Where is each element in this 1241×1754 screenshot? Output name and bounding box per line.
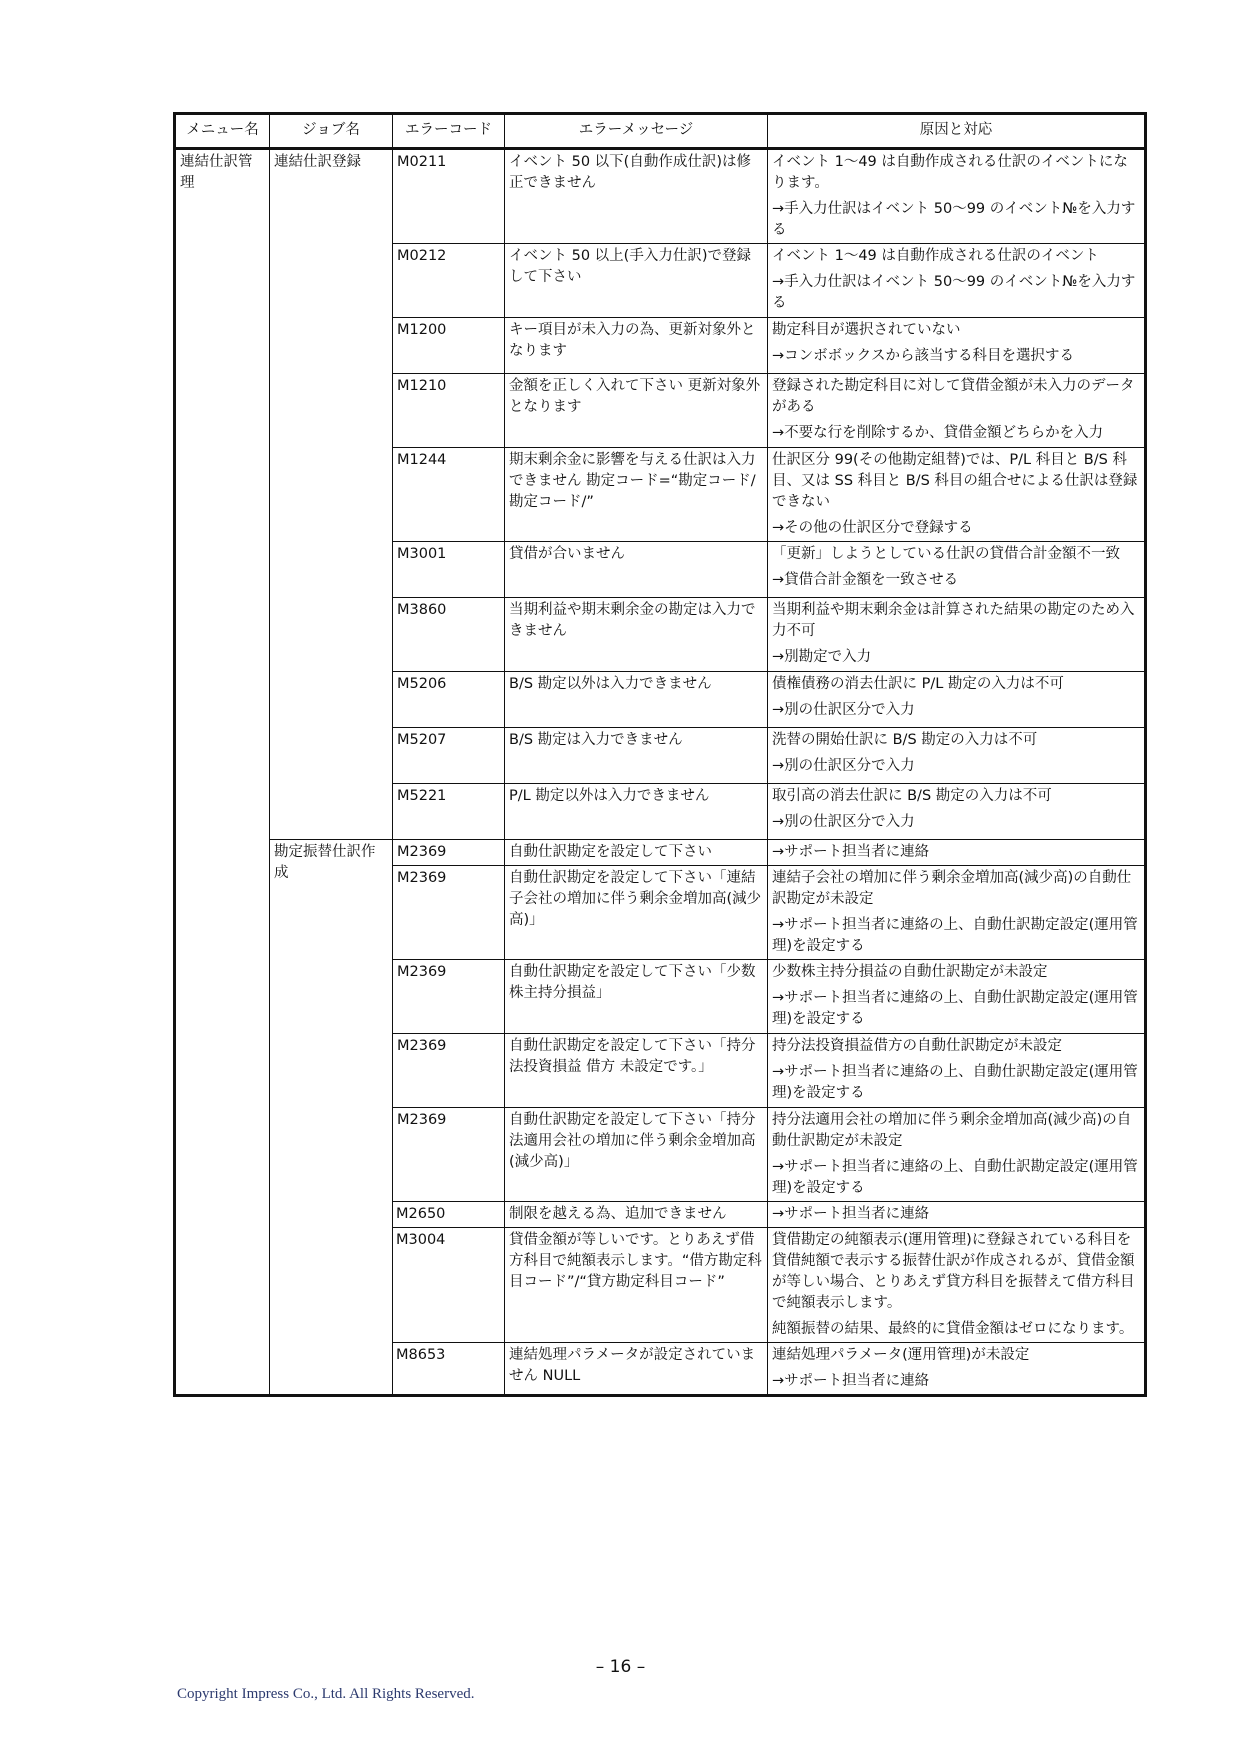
cause-line: →サポート担当者に連絡の上、自動仕訳勘定設定(運用管理)を設定する bbox=[772, 990, 1138, 1028]
cause-line: イベント 1～49 は自動作成される仕訳のイベントになります。 bbox=[772, 154, 1128, 192]
error-message-cell: イベント 50 以下(自動作成仕訳)は修正できません bbox=[505, 149, 768, 244]
error-message-cell: 金額を正しく入れて下さい 更新対象外となります bbox=[505, 374, 768, 448]
cause-line: →別の仕訳区分で入力 bbox=[772, 814, 915, 831]
error-message-cell: イベント 50 以上(手入力仕訳)で登録して下さい bbox=[505, 244, 768, 318]
cause-line: 勘定科目が選択されていない bbox=[772, 322, 961, 339]
cause-line: →サポート担当者に連絡 bbox=[772, 1373, 930, 1390]
error-code-cell: M1244 bbox=[393, 448, 505, 542]
cause-line: →別の仕訳区分で入力 bbox=[772, 702, 915, 719]
header-job-name: ジョブ名 bbox=[270, 114, 393, 149]
error-message-cell: 自動仕訳勘定を設定して下さい「持分法適用会社の増加に伴う剰余金増加高(減少高)」 bbox=[505, 1108, 768, 1202]
cause-line: 持分法投資損益借方の自動仕訳勘定が未設定 bbox=[772, 1038, 1062, 1055]
cause-line: →別勘定で入力 bbox=[772, 649, 872, 666]
error-code-cell: M3001 bbox=[393, 542, 505, 598]
header-error-code: エラーコード bbox=[393, 114, 505, 149]
error-message-cell: 自動仕訳勘定を設定して下さい bbox=[505, 840, 768, 866]
cause-line: →サポート担当者に連絡 bbox=[772, 844, 930, 861]
cause-and-action-cell bbox=[768, 542, 1146, 598]
header-error-message: エラーメッセージ bbox=[505, 114, 768, 149]
cause-line: →サポート担当者に連絡の上、自動仕訳勘定設定(運用管理)を設定する bbox=[772, 1064, 1138, 1102]
cause-line: →その他の仕訳区分で登録する bbox=[772, 520, 973, 537]
error-code-cell: M2650 bbox=[393, 1202, 505, 1228]
cause-line: →別の仕訳区分で入力 bbox=[772, 758, 915, 775]
cause-line: 登録された勘定科目に対して貸借金額が未入力のデータがある bbox=[772, 378, 1135, 416]
cause-line: 取引高の消去仕訳に B/S 勘定の入力は不可 bbox=[772, 788, 1052, 805]
error-code-cell: M2369 bbox=[393, 840, 505, 866]
error-message-cell: 制限を越える為、追加できません bbox=[505, 1202, 768, 1228]
cause-and-action-cell bbox=[768, 1202, 1146, 1228]
error-code-cell: M2369 bbox=[393, 1034, 505, 1108]
menu-name-cell: 連結仕訳管理 bbox=[175, 149, 270, 1396]
error-code-cell: M0212 bbox=[393, 244, 505, 318]
error-code-cell: M3860 bbox=[393, 598, 505, 672]
cause-and-action-cell bbox=[768, 840, 1146, 866]
cause-line: →手入力仕訳はイベント 50～99 のイベント№を入力する bbox=[772, 201, 1136, 239]
cause-line: 債権債務の消去仕訳に P/L 勘定の入力は不可 bbox=[772, 676, 1064, 693]
cause-line: 「更新」しようとしている仕訳の貸借合計金額不一致 bbox=[772, 546, 1120, 563]
cause-line: 連結処理パラメータ(運用管理)が未設定 bbox=[772, 1347, 1030, 1364]
table-row bbox=[175, 149, 1146, 244]
cause-line: 仕訳区分 99(その他勘定組替)では、P/L 科目と B/S 科目、又は SS 科目と B/S 科目の組合せによる仕訳は登録できない bbox=[772, 452, 1138, 511]
job-name-cell: 勘定振替仕訳作成 bbox=[270, 840, 393, 1396]
error-code-cell: M0211 bbox=[393, 149, 505, 244]
cause-and-action-cell bbox=[768, 149, 1146, 244]
error-message-cell: 自動仕訳勘定を設定して下さい「少数株主持分損益」 bbox=[505, 960, 768, 1034]
cause-line: →不要な行を削除するか、貸借金額どちらかを入力 bbox=[772, 425, 1104, 442]
cause-line: 少数株主持分損益の自動仕訳勘定が未設定 bbox=[772, 964, 1048, 981]
error-message-cell: 自動仕訳勘定を設定して下さい「連結子会社の増加に伴う剰余金増加高(減少高)」 bbox=[505, 866, 768, 960]
cause-line: →サポート担当者に連絡の上、自動仕訳勘定設定(運用管理)を設定する bbox=[772, 1159, 1138, 1197]
cause-line: イベント 1～49 は自動作成される仕訳のイベント bbox=[772, 248, 1099, 265]
cause-and-action-cell bbox=[768, 448, 1146, 542]
cause-and-action-cell bbox=[768, 1228, 1146, 1343]
cause-line: →貸借合計金額を一致させる bbox=[772, 572, 959, 589]
cause-and-action-cell bbox=[768, 374, 1146, 448]
cause-line: →サポート担当者に連絡の上、自動仕訳勘定設定(運用管理)を設定する bbox=[772, 917, 1138, 955]
cause-line: 貸借勘定の純額表示(運用管理)に登録されている科目を貸借純額で表示する振替仕訳が作成されるが、貸借金額が等しい場合、とりあえず貸方科目を振替えて借方科目で純額表示します。 bbox=[772, 1232, 1135, 1312]
error-message-cell: 貸借が合いません bbox=[505, 542, 768, 598]
cause-line: →コンボボックスから該当する科目を選択する bbox=[772, 348, 1075, 365]
error-code-cell: M1200 bbox=[393, 318, 505, 374]
cause-and-action-cell bbox=[768, 318, 1146, 374]
cause-and-action-cell bbox=[768, 784, 1146, 840]
error-message-cell: 期末剰余金に影響を与える仕訳は入力できません 勘定コード=“勘定コード/勘定コード/” bbox=[505, 448, 768, 542]
cause-line: 洗替の開始仕訳に B/S 勘定の入力は不可 bbox=[772, 732, 1038, 749]
cause-line: →サポート担当者に連絡 bbox=[772, 1206, 930, 1223]
error-message-cell: B/S 勘定は入力できません bbox=[505, 728, 768, 784]
error-message-cell: キー項目が未入力の為、更新対象外となります bbox=[505, 318, 768, 374]
cause-and-action-cell bbox=[768, 1034, 1146, 1108]
cause-and-action-cell bbox=[768, 672, 1146, 728]
error-code-cell: M2369 bbox=[393, 1108, 505, 1202]
cause-and-action-cell bbox=[768, 728, 1146, 784]
cause-line: 持分法適用会社の増加に伴う剰余金増加高(減少高)の自動仕訳勘定が未設定 bbox=[772, 1112, 1132, 1150]
table-body bbox=[175, 149, 1146, 1396]
cause-line: 純額振替の結果、最終的に貸借金額はゼロになります。 bbox=[772, 1321, 1134, 1338]
error-message-cell: 貸借金額が等しいです。とりあえず借方科目で純額表示します。“借方勘定科目コード”/“貸方勘定科目コード” bbox=[505, 1228, 768, 1343]
error-code-cell: M5206 bbox=[393, 672, 505, 728]
error-message-cell: 連結処理パラメータが設定されていません NULL bbox=[505, 1343, 768, 1396]
cause-and-action-cell bbox=[768, 1343, 1146, 1396]
error-code-cell: M3004 bbox=[393, 1228, 505, 1343]
header-cause-and-action: 原因と対応 bbox=[768, 114, 1146, 149]
job-name-cell: 連結仕訳登録 bbox=[270, 149, 393, 840]
table-row bbox=[175, 840, 1146, 866]
cause-and-action-cell bbox=[768, 244, 1146, 318]
error-code-cell: M5207 bbox=[393, 728, 505, 784]
error-message-cell: 自動仕訳勘定を設定して下さい「持分法投資損益 借方 未設定です。」 bbox=[505, 1034, 768, 1108]
copyright-notice: Copyright Impress Co., Ltd. All Rights Reserved. bbox=[177, 1686, 475, 1702]
cause-and-action-cell bbox=[768, 1108, 1146, 1202]
cause-and-action-cell bbox=[768, 960, 1146, 1034]
table-header-row bbox=[175, 114, 1146, 149]
error-code-cell: M1210 bbox=[393, 374, 505, 448]
error-code-cell: M2369 bbox=[393, 960, 505, 1034]
error-message-cell: P/L 勘定以外は入力できません bbox=[505, 784, 768, 840]
error-message-cell: B/S 勘定以外は入力できません bbox=[505, 672, 768, 728]
page-number: – 16 – bbox=[595, 1657, 646, 1677]
error-code-cell: M2369 bbox=[393, 866, 505, 960]
error-message-cell: 当期利益や期末剰余金の勘定は入力できません bbox=[505, 598, 768, 672]
error-code-cell: M8653 bbox=[393, 1343, 505, 1396]
cause-line: →手入力仕訳はイベント 50～99 のイベント№を入力する bbox=[772, 274, 1136, 312]
cause-line: 連結子会社の増加に伴う剰余金増加高(減少高)の自動仕訳勘定が未設定 bbox=[772, 870, 1132, 908]
error-code-cell: M5221 bbox=[393, 784, 505, 840]
cause-and-action-cell bbox=[768, 598, 1146, 672]
cause-line: 当期利益や期末剰余金は計算された結果の勘定のため入力不可 bbox=[772, 602, 1135, 640]
cause-and-action-cell bbox=[768, 866, 1146, 960]
error-code-table bbox=[173, 112, 1147, 1397]
header-menu-name: メニュー名 bbox=[175, 114, 270, 149]
